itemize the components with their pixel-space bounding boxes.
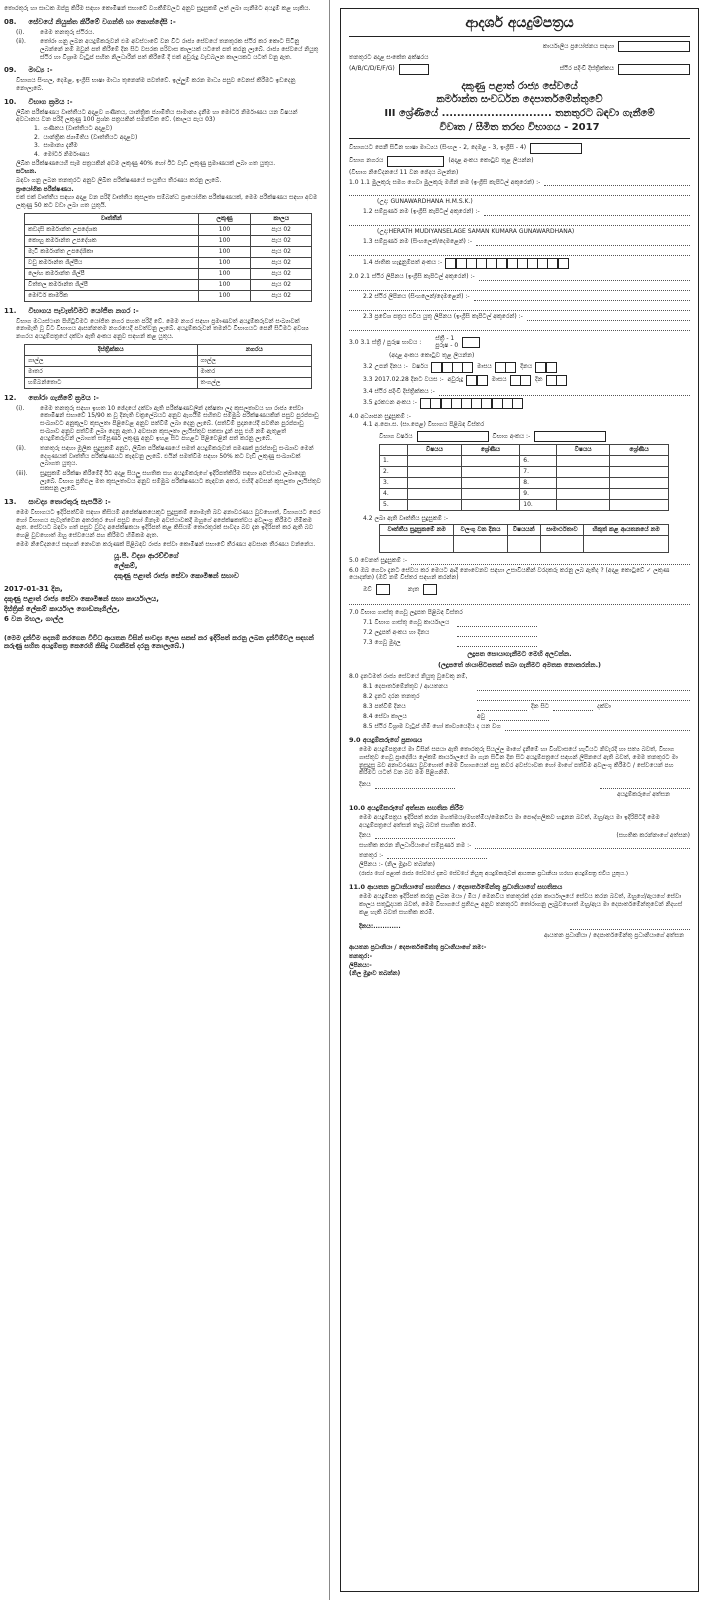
field-8-5: 8.5 ස්ථිර විශ්‍රාම වැටුප් හිමි හෝ කාව්‍යයෙදිය ද යන වග	[349, 723, 690, 731]
gender-note: (අදාළ අංකය කොටුව තුළ ලියන්න)	[389, 352, 475, 360]
phone-number-boxes[interactable]	[421, 398, 523, 409]
certification-text: මෙම අයදුම්පත්‍රය ඉදිරිපත් කරන මහත්මයා/මහත්මිය/මෙනවිය මා පෞද්ගලිකව හඳුනන බවත්, ඔහු/ඇය මා ඉදිරිපිටදී මෙම අයදුම්පත්‍රයේ අත්සන් තැබූ බවත් සහතික කරමි.	[359, 814, 660, 829]
field-2-2-line	[349, 303, 690, 311]
section-13-text: මෙම විභාගයට ඉදිරිපත්වීම සඳහා කිසියම් අපේක්ෂකයෙකුට සුදුසුකම් නොමැති බව අනාවරණය වුවහොත්, විභාගයට පෙර හෝ විභාගය පැවැත්වෙන අතරතුර හෝ පසුව හෝ ඕනෑම අවස්ථාවකදී ඔහුගේ අපේක්ෂකත්වය අවලංගු කිරීමට හිමිකම ඇත. සේවයට බඳවා ගත් පසුව වුවද අපේක්ෂකයා ඉදිරිපත් කළ කිසියම් තොරතුරක් සාවද්‍ය බව දැන ඉදිරිපත් කර ඇති බව හෙළි වුවහොත් ඔහු සේවයෙන් පහ කිරීමට හිමිකම ඇත.	[16, 508, 321, 539]
head-sign-row: දිනය:............	[349, 922, 690, 930]
field-3-4: 3.4 ස්ථිර පදිංචි දිස්ත්‍රික්කය :-	[349, 388, 690, 396]
table-row: මෝටර් කාර්මික 100 පැය 02	[25, 290, 312, 301]
field-2-3: 2.3 ප්‍රවේශ පත්‍රය එවිය යුතු ලිපිනය (ඉංග්‍රීසි කැපිටල් අකුරෙන්) :-	[349, 313, 690, 321]
birth-day-boxes[interactable]	[536, 362, 556, 373]
certification-sign-row: දිනය (සහතික කරන්නාගේ අත්සන)	[359, 831, 690, 839]
table-header-row: දිස්ත්‍රික්කය නගරය	[25, 344, 312, 355]
field-3-5: 3.5 දුරකථන අංකය :-	[349, 398, 690, 409]
permanent-address-english-input[interactable]	[479, 273, 690, 281]
table-row: කොහු කර්මාන්ත උපදේශක 100 පැය 02	[25, 235, 312, 246]
ol-index-box[interactable]	[534, 431, 606, 442]
certifier-name-row: සහතික කරන නිලධාරියාගේ සම්පූර්ණ නම :-	[349, 841, 690, 849]
field-1-1: 1.0 1.1 මුලකුරු සමග ගෙවා මුලකුරු මගින් නම (ඉංග්‍රීසි කැපිටල් අකුරෙන්) :-	[349, 178, 690, 186]
certifier-address-row: ලිපිනය :- (නිල මුද්‍රාව තබන්න)	[359, 861, 435, 869]
birth-month-boxes[interactable]	[496, 362, 516, 373]
intro-text: තොරතුරු හා සාධක ඔප්පු කිරීම සඳහා කොමිෂන් සභාවේ වගකීම්වලට අනුව සුදුසුකම් ලත් ලබා ගැනීමට අයදුම් කළ හැකිය.	[4, 5, 311, 12]
practical-text: එක් එක් වෘත්තීය සඳහා අදාළ වන පරිදි වෘත්තීය කුසලතා සම්බන්ධ ප්‍රායෝගික පරීක්ෂණයක්, මෙම පරීක්ෂණය සඳහා අවම ලකුණු 50 කට වඩා ලබා ගත යුතුයි.	[16, 194, 318, 209]
field-4-1: 4.1 අ.පො.ස. (සා.පෙළ) විභාගය පිළිබඳ විස්තර	[363, 421, 485, 429]
list-item: 3. සාමාන්‍ය දැනීම	[34, 142, 78, 150]
table-row: ගාල්ල ගාල්ල	[25, 355, 312, 366]
certifier-name-input[interactable]	[475, 841, 690, 849]
age-years-boxes[interactable]	[467, 375, 487, 386]
vocational-table	[379, 524, 669, 553]
table-row: හම්බන්තොට තංගල්ල	[25, 377, 312, 388]
office-use-row: කාර්යාලීය ප්‍රයෝජනය සඳහා	[349, 41, 690, 52]
field-7: 7.0 විභාග ගාස්තු ගෙවූ ලදුපත පිළිබඳ විස්තර	[349, 609, 463, 617]
post-code-row: තනතුරට අදාළ සංකේත අක්ෂරය	[349, 53, 429, 61]
table-row[interactable]	[380, 535, 669, 552]
notice-column	[4, 4, 322, 1596]
yes-checkbox[interactable]	[376, 584, 390, 595]
field-1-3: 1.3 සම්පූර්ණ නම (සිංහලෙන්/දෙමළෙන්) :-	[349, 238, 690, 246]
post-code-box[interactable]	[399, 64, 429, 75]
section-08-item: (ii). තෝරා ගනු ලබන අයදුම්කරුවන් එම අවස්ථාවේ වන විට රාජ්‍ය සේවයේ තනතුරක ස්ථිර කර කොට සිටිනු ලබන්නේ නම් ඔවුන් පත් කිරීමේ දින සිට වසරක පරිවාස කාලයක් යටතේ පත් කරනු ලැබේ. රාජ්‍ය සේවයේ නියුතු ස්ථිර හා විශ්‍රාම වැටුප් සහිත නිලධාරීන් පත් කිරීමේ දී එක් අවුරුදු වැඩබලන කාලයකට යටත් වනු ඇත.	[16, 38, 319, 61]
town-note: (විභාග නිවේදනයේ 11 වන ඡේදය බලන්න)	[349, 168, 459, 176]
service-period-input[interactable]	[489, 713, 549, 721]
table-header-row: වෘත්තීන් ලකුණු කාලය	[25, 213, 312, 224]
applicant-signature-label: අයදුම්කරුගේ අත්සන	[617, 791, 670, 799]
official-stamp-note: (නිල මුද්‍රාව තබන්න)	[349, 970, 401, 978]
admission-address-input[interactable]	[527, 313, 690, 321]
current-post-input[interactable]	[477, 693, 690, 701]
column-divider	[329, 0, 330, 1600]
field-3-2: 3.2 උපන් දිනය :- වර්ෂය මාසය දිනය	[349, 362, 690, 373]
other-qualifications-input[interactable]	[411, 557, 690, 565]
table-row: වඩු කර්මාන්ත ශිල්පීය 100 පැය 02	[25, 257, 312, 268]
field-1-1-line	[349, 188, 690, 196]
table-row: මැටි කර්මාන්ත උපදේශිකා 100 පැය 02	[25, 246, 312, 257]
applicant-signature-input[interactable]	[600, 781, 690, 789]
practical-test-table	[24, 213, 312, 302]
list-item: 4. මෝටර් නිර්මාණය	[34, 150, 90, 158]
form-heading-4: විවෘත / සීමිත තරඟ විභාගය - 2017	[349, 122, 690, 139]
field-5: 5.0 වෙනත් සුදුසුකම් :-	[349, 557, 690, 565]
disclaimer-note: (මෙම දැන්වීම පදනම් කරගෙන විවිධ ආයතන විසින් සාවද්‍ය ලෙස සකස් කර ඉදිරිපත් කරනු ලබන දැන්වීම්වල සඳහන් කරුණු සහිත අයදුම්පත්‍ර කෙරෙහි කිසිදු වගකීමක් දරනු නොලැබේ.)	[4, 633, 314, 651]
conviction-details-input[interactable]	[349, 597, 690, 605]
office-use-box[interactable]	[618, 41, 690, 52]
certifier-post-row: තනතුර :-	[349, 851, 690, 859]
table-row[interactable]: 5. 10.	[380, 500, 669, 511]
field-1-4: 1.4 ජාතික හැඳුනුම්පත් අංකය :-	[349, 258, 690, 269]
permanent-address-english-input-2[interactable]	[349, 283, 690, 291]
example-2: (උදා:HERATH MUDIYANSELAGE SAMAN KUMARA GUNAWARDHANA)	[377, 228, 575, 236]
district-code-box[interactable]	[618, 64, 690, 75]
field-3-1: 3.0 3.1 ස්ත්‍රී / පුරුෂ භාවය : ස්ත්‍රී - 1 පුරුෂ - 0	[349, 335, 690, 350]
signature-block: යූ.පී. විද්‍යා ආරච්චිගේ ලේකම්, දකුණු පළාත් රාජ්‍ය සේවා කොමිෂන් සභාව	[114, 552, 239, 581]
ol-year-box[interactable]	[417, 431, 489, 442]
table-row: කඩදාසි කර්මාන්ත උපදේශක 100 පැය 02	[25, 224, 312, 235]
field-7-2: 7.2 ලදුපත් අංකය හා දිනය	[349, 629, 690, 637]
field-1-3-line	[349, 248, 690, 256]
head-signature-label: ආයතන ප්‍රධානියා / දෙපාර්තමේන්තු ප්‍රධානියාගේ අත්සන	[544, 932, 684, 940]
table-row[interactable]: 4. 9.	[380, 489, 669, 500]
issue-address: 2017-01-31 දින, දකුණු පළාත් රාජ්‍ය සේවා කොමිෂන් සභා කාර්යාලය, දිස්ත්‍රික් ලේකම් කාර්යාල ගොඩනැගිල්ල, 6 වන මහල, ගාල්ල	[4, 585, 159, 623]
field-8-1: 8.1 දෙපාර්තමේන්තුව / ආයතනය	[349, 683, 690, 691]
section-10-written-exam: ලිඛිත පරීක්ෂණය වෘත්තීයට අදාළව ගණිතය, යාන්ත්‍රික ජ්‍යාමිතිය සාමාන්‍ය දැනීම හා මෝටර් නිර්මාණය යන විෂයන් අවධානය වන පරිදි ලකුණු 100 ප්‍රශ්න පත්‍රයකින් සමන්විත වේ. (කාලය පැය 03)	[16, 108, 298, 124]
head-post-label: තනතුර:-	[349, 952, 373, 960]
table-row[interactable]: 3. 8.	[380, 478, 669, 489]
example-1: (උදා: GUNAWARDHANA H.M.S.K.)	[377, 198, 473, 206]
field-3-3: 3.3 2017.02.28 දිනට වයස :- අවුරුදු මාසය දින	[349, 375, 690, 386]
head-certification-text: මෙම අයදුම්පත ඉදිරිපත් කරනු ලබන මයා / මිය / මෙනවිය තනතුරක් දරන කාර්යාලයේ සේවය කරන බවත්, ඔහුගේ/ඇයගේ සේවා කාලය සතුටුදායක බවත්, මෙම විභාගයේ ප්‍රතිඵල අනුව තනතුරට තෝරාගනු ලැබුවහොත් ඔහු/ඇය මා දෙපාර්තමේන්තුවෙන් නිදහස් කළ හැකි බවත් සහතික කරමි.	[359, 893, 683, 916]
name-initials-input[interactable]	[544, 178, 690, 186]
section-08-item: (i). මෙම තනතුරු ස්ථිරය.	[16, 28, 95, 36]
fee-office-input[interactable]	[457, 619, 537, 627]
full-name-sinhala-input-2[interactable]	[349, 248, 690, 256]
pension-input[interactable]	[505, 723, 690, 731]
section-10-heading: 10. විභාග ක්‍රමය :-	[4, 97, 73, 106]
birth-year-boxes[interactable]	[432, 362, 473, 373]
form-heading-3: III ශ්‍රේණියේ ............................. තනතුරට බඳවා ගැනීමේ	[384, 108, 655, 120]
ol-header-row: විභාග වර්ෂය විභාග අංකය :-	[349, 431, 690, 442]
section-11-text: විභාග මධ්‍යස්ථාන පිහිටුවීමට යෝජිත නගර පහත පරිදි වේ. මෙම නගර සඳහා ප්‍රමාණවත් අයදුම්කරුවන් සංඛ්‍යාවක් නොමැති වූ විට විභාගය ආසන්නතම නගරයෙදී පවත්වනු ලැබේ. අයදුම්කරුවන් තමන්ට විභාගයට පෙනී සිටීමට අවශ්‍ය නගරය අයදුම්පත්‍රයේ දක්වා ඇති අංකය අනුව සඳහන් කළ යුතුය.	[16, 317, 309, 340]
exam-centre-table	[24, 344, 312, 389]
receipt-number-input[interactable]	[457, 629, 537, 637]
field-6: 6.0 ඔබ ගෙවා දැනට සේවය කර මෙයට ආදි නොවෙනව සඳහා උසාවියකින් වරදකරු කරනු ලබ ඇතිද ? (අදාළ කොටුවේ ✓ ලකුණ යොදන්න) (ඔව් නම් විස්තර සඳහන් කරන්න)	[349, 566, 670, 582]
permanent-address-sinhala-input[interactable]	[474, 293, 690, 301]
table-row: විත්තල කර්මාන්ත ශිල්පී 100 පැය 02	[25, 279, 312, 290]
section-12-heading: 12. තෝරා ගැනීමේ ක්‍රමය :-	[4, 393, 99, 402]
section-12-item: (iii). සුදුසුකම් පරීක්ෂා කිරීමේදී ඊට අදාළ සියලු සහතික සහ අයදුම්කරුගේ ඉදිරිපත්කිරීම සඳහා අවස්ථාව ලබාදෙනු ලැබේ. විභාග ප්‍රතිඵල මත කුසලතාවය අනුව සම්මුඛ පරීක්ෂණයට කැඳවන අතර, එහිදී අවසන් කුසලතා ලැයිස්තුව සකසනු ලැබේ.	[16, 469, 321, 493]
field-4-2: 4.2 ලබා ඇති වෘත්තීය සුදුසුකම් :-	[363, 515, 449, 523]
male-option: පුරුෂ - 0	[435, 342, 459, 350]
certification-note: (රාජ්‍ය හෝ පළාත් රාජ්‍ය සේවයේ දැනට සේවයේ නියුතු අයදුම්කරුවන් ආයතන ප්‍රධානියා හරහා අයදුම්පත්‍ර එවිය යුතුය.)	[359, 871, 628, 878]
medium-row: විභාගයට පෙනී සිටින භාෂා මාධ්‍යය (සිංහල - 2, දෙමළ - 3, ඉංග්‍රීසි - 4)	[349, 143, 690, 154]
declaration-date-input[interactable]	[375, 781, 455, 789]
gender-box[interactable]	[462, 337, 480, 348]
section-11-heading: 11. විභාගය පැවැත්වීමට යෝජිත නගර :-	[4, 306, 139, 315]
field-6-line	[349, 597, 690, 605]
table-row[interactable]: 1. 6.	[380, 456, 669, 467]
list-item: 1. ගණිතය (වෘත්තීයට අදාළව)	[34, 124, 113, 132]
note-text: බඳවා ගනු ලබන තනතුරට අනුව ලිඛිත පරීක්ෂණයේ සංයුතිය තීරණය කරනු ලැබේ.	[16, 176, 222, 184]
table-row: මාතර මාතර	[25, 366, 312, 377]
appointment-from-input[interactable]	[477, 703, 527, 711]
subject-list	[4, 125, 322, 159]
section-13-text-2: මෙම නිවේදනයේ සඳහන් නොවන කරුණක් පිළිබඳව රාජ්‍ය සේවා කොමිෂන් සභාවේ තීරණය අවසාන තීරණය වන්නේය.	[16, 540, 316, 548]
section-09-text: විභාගය සිංහල, දෙමළ, ඉංග්‍රීසි භාෂා මාධ්‍ය තුනෙන්ම පවත්වේ. ඉල්ලුම් කරන මාධ්‍ය පසුව වෙනස් කිරීමට ඉඩදෙනු නොලැබේ.	[16, 77, 296, 92]
nic-number-boxes[interactable]	[446, 258, 568, 269]
declaration-text: මෙම අයදුම්පත්‍රයේ මා විසින් සපයා ඇති තොරතුරු සියල්ල මාගේ දැනීමේ හා විශ්වාසයේ හැටියට නිවැරදි හා සත්‍ය බවත්, විභාග ගාස්තුව ගෙවූ ප්‍රාදේශීය ලේකම් කාර්යාලයේ මා ගැන සිටින දින සිට අයදුම්පත්‍රයේ සඳහන් ලිපිනයේ ඇති බවත්, මෙම තනතුරට මා නුසුදුසු බව අනාවරණය වුවහොත් මෙම විභාගයෙන් පසු කවර අවස්ථාවක හෝ මාගේ පත්වීම අවලංගු කිරීමට / සේවයෙන් පහ කිරීමට යටත් වන බව මම පිළිගනිමි.	[359, 746, 678, 777]
field-2-2: 2.2 ස්ථිර ලිපිනය (සිංහලෙන්/දෙමළෙන්) :-	[349, 293, 690, 301]
field-8-2: 8.2 දැනට දරන තනතුර	[349, 693, 690, 701]
section-09-heading: 09. මාධ්‍ය :-	[4, 66, 53, 75]
ol-results-table	[379, 444, 669, 511]
field-6-options: ඔව් නැත	[349, 584, 690, 595]
appointment-to-input[interactable]	[553, 703, 593, 711]
section-12-item: (i). මෙම තනතුරු සඳහා ඉහත 10 ඡේදයේ දක්වා ඇති පරීක්ෂණවලින් දක්ෂතා ලද කුසලතාවය හා රාජ්‍ය සේවා කොමිෂන් සභාවේ 15/90 ක වූ දිනැති චක්‍රලේඛයට අනුව ඇගයීම් සහිතව සම්මුඛ පරීක්ෂණයකින් පසුව පුරප්පාඩු සංඛ්‍යාවට අනුකූලව කුසලතා පිළිවෙළ අනුව පත්වීම් ලබා දෙනු ලැබේ. (පත්වීම් ප්‍රදානයේදී පවතින පුරප්පාඩු සංඛ්‍යාව අනුව පත්වීම් ලබා දෙනු ඇත.) අවසාන කුසලතා ලැයිස්තුව සකසා දුන් පසු එහි නම් ඇතුළත් අයදුම්කරුවන් ලබාගත් සම්පූර්ණ ලකුණු අනුව ඉහළ සිට පහළට පිළිවෙළින් පත් කරනු ලැබේ.	[16, 404, 319, 443]
field-1-2-line	[349, 218, 690, 226]
field-1-2: 1.2 සම්පූර්ණ නම (ඉංග්‍රීසි කැපිටල් අකුරෙන්) :-	[349, 208, 690, 216]
female-option: ස්ත්‍රී - 1	[435, 334, 455, 342]
field-4-heading: 4.0 අධ්‍යාපන සුදුසුකම් :-	[349, 412, 411, 420]
section-13-heading: 13. සාවද්‍ය තොරතුරු සැපයීම :-	[4, 497, 111, 506]
form-title: ආදර්ශ අයදුම්පත්‍රය	[349, 15, 690, 37]
age-months-boxes[interactable]	[511, 375, 531, 386]
field-7-3: 7.3 ගෙවූ මුදල	[349, 639, 690, 647]
field-11-heading: 11.0 ආයතන ප්‍රධානියාගේ සහතිකය / දෙපාර්තමේන්තු ප්‍රධානියාගේ සහතිකය	[349, 883, 563, 892]
section-12-item: (ii). තනතුරු සඳහා මූලික සුදුසුකම් අනුව, ලිඛිත පරීක්ෂණයේ සමත් අයදුම්කරුවන් පමණක් පුරප්පාඩු සංඛ්‍යාව මෙන් දෙගුණයක් වෘත්තීය පරීක්ෂණයට කැඳවනු ලැබේ. එයින් සමත්වීම සඳහා 50% කට වැඩි ලකුණු සංඛ්‍යාවක් ලබාගත යුතුය.	[16, 444, 314, 468]
head-name-label: ආයතන ප්‍රධානියා / දෙපාර්තමේන්තු ප්‍රධානියාගේ නම:-	[349, 944, 487, 952]
application-form	[340, 8, 699, 1592]
note-heading: සටහන.	[16, 168, 37, 176]
practical-heading: ප්‍රායෝගික පරීක්ෂණය.	[16, 185, 74, 193]
field-2-1: 2.0 2.1 ස්ථිර ලිපිනය (ඉංග්‍රීසි කැපිටල් අකුරෙන්) :-	[349, 273, 690, 281]
list-item: 2. යාන්ත්‍රික ජ්‍යාමිතිය (වෘත්තීයට අදාළව)	[34, 133, 138, 141]
field-10-heading: 10.0 අයදුම්කරුගේ අත්සන සහතික කිරීම	[349, 803, 464, 812]
permanent-address-sinhala-input-2[interactable]	[349, 303, 690, 311]
receipt-copy-note: (ලදුපතේ ඡායාපිටපතක් තබා ගැනීමට අමතක නොකරන්න.)	[437, 661, 602, 670]
table-row: ලෝහ කර්මාන්ත ශිල්පී 100 පැය 02	[25, 268, 312, 279]
field-8: 8.0 දැනටමත් රාජ්‍ය සේවයේ නියුතු වූවෙකු නම්,	[349, 673, 468, 681]
post-code-options-row: (A/B/C/D/E/F/G) ස්ථිර පදිංචි දිස්ත්‍රික්කය	[349, 64, 690, 75]
full-name-english-input[interactable]	[484, 208, 690, 216]
declaration-sign-row: දිනය	[349, 781, 690, 789]
town-row: විභාග නගරය (අදාළ අංකය කොටුව තුළ ලියන්න)	[349, 156, 690, 167]
table-row[interactable]: 2. 7.	[380, 467, 669, 478]
form-heading-2: කර්මාන්ත සංවර්ධන දෙපාර්තමේන්තුවේ	[436, 94, 603, 106]
field-9-heading: 9.0 අයදුම්කරුගේ ප්‍රකාශය	[349, 736, 423, 745]
table-header-row: විෂයය ශ්‍රේණිය විෂයය ශ්‍රේණිය	[380, 445, 669, 456]
district-input[interactable]	[439, 388, 690, 396]
table-header-row: වෘත්තීය සුදුසුකමේ නම වලංගු වන දිනය විෂයයන් සාමාර්ථතාව හිකුත් කළ ආයතනයේ නම	[380, 524, 669, 535]
form-heading-1: දකුණු පළාත් රාජ්‍ය සේවයේ	[461, 80, 578, 92]
receipt-paste-note: ලදුපත සොයාගැනීමට මෙහි අලවන්න.	[467, 649, 572, 658]
medium-box[interactable]	[530, 143, 582, 154]
admission-address-input-2[interactable]	[349, 323, 690, 331]
field-8-4: 8.4 සේවා කාලය අවු	[349, 713, 690, 721]
field-7-1: 7.1 විභාග ගාස්තු ගෙවූ කාර්යාලය	[349, 619, 690, 627]
full-name-sinhala-input[interactable]	[476, 238, 690, 246]
certification-date-input[interactable]	[375, 831, 455, 839]
head-signature-input[interactable]	[570, 922, 690, 930]
field-2-3-line	[349, 323, 690, 331]
field-2-1-line	[349, 283, 690, 291]
certifier-post-input[interactable]	[387, 851, 487, 859]
pass-mark-text: ලිඛිත පරීක්ෂණයෙහි සෑම පත්‍රයකින් අවම ලකුණු 40% හෝ ඊට වැඩි ලකුණු ප්‍රමාණයක් ලබා ගත යුතුය.	[16, 159, 276, 167]
no-checkbox[interactable]	[423, 584, 437, 595]
section-08-heading: 08. සේවයේ නියුක්ත කිරීමේ වගන්ති හා කොන්දේසි :-	[4, 17, 176, 26]
name-initials-input-2[interactable]	[349, 188, 690, 196]
head-address-label: ලිපිනය:-	[349, 961, 372, 969]
field-8-3: 8.3 පත්වීම් දිනය දින සිට දක්වා	[363, 703, 611, 711]
full-name-english-input-2[interactable]	[349, 218, 690, 226]
department-input[interactable]	[477, 683, 690, 691]
age-days-boxes[interactable]	[547, 375, 567, 386]
exam-town-box[interactable]	[387, 156, 444, 167]
amount-paid-input[interactable]	[457, 639, 537, 647]
